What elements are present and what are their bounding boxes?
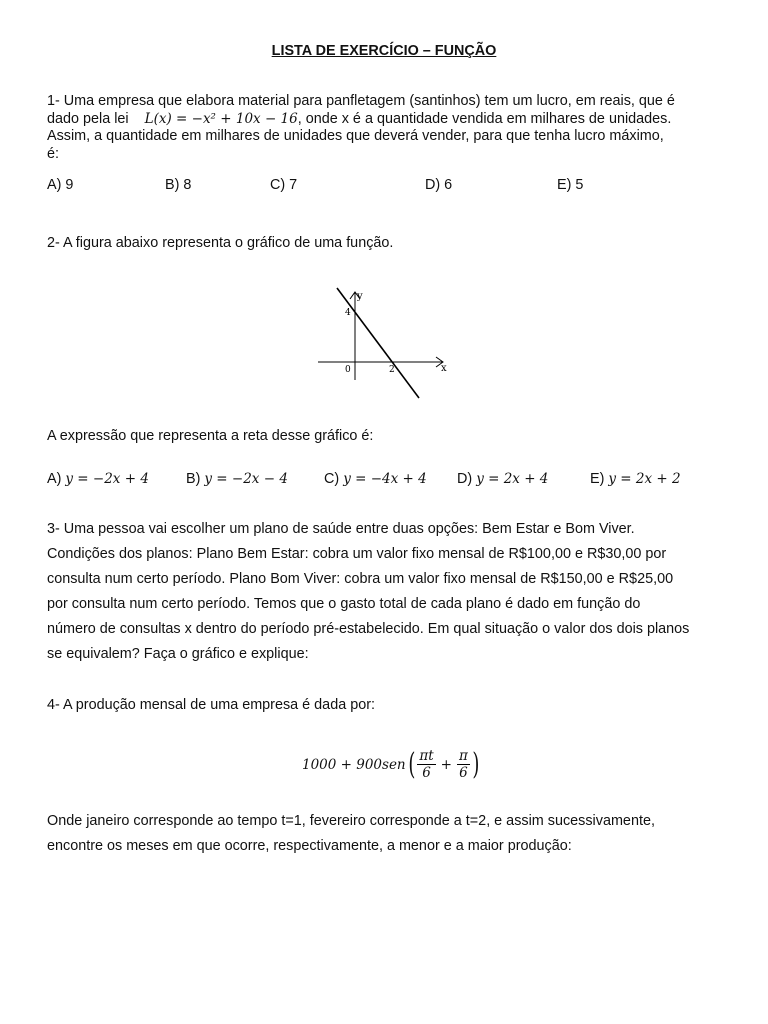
q1-formula: L(x) = −x² + 10x − 16 [144,110,298,127]
q4-line-1: Onde janeiro corresponde ao tempo t=1, fevereiro corresponde a t=2, e assim sucessivamente, [47,813,655,829]
q4-formula-prefix: 1000 + 900sen [302,757,406,773]
question-3 [47,517,721,667]
q3-line-3: consulta num certo período. Plano Bom Viver: cobra um valor fixo mensal de R$150,00 e R$25,00 [47,571,674,587]
q1-line-3: Assim, a quantidade em milhares de unidades que deverá vender, para que tenha lucro máximo, [47,128,664,144]
q2-option-a-expr: y = −2x + 4 [65,471,149,487]
q1-line-1: 1- Uma empresa que elabora material para panfletagem (santinhos) tem um lucro, em reais, que é [47,93,675,109]
q2-text: 2- A figura abaixo representa o gráfico de uma função. [47,235,394,251]
q3-line-4: por consulta num certo período. Temos que o gasto total de cada plano é dado em função do [47,596,641,612]
q1-option-a: A) 9 [47,177,74,193]
q3-line-6: se equivalem? Faça o gráfico e explique: [47,646,309,662]
q2-option-c-expr: y = −4x + 4 [343,471,427,487]
q4-frac2-num: π [458,748,468,764]
y-intercept-label: 4 [345,308,351,318]
q3-line-5: número de consultas x dentro do período pré-estabelecido. Em qual situação o valor dos dois planos [47,621,690,637]
q4-fraction-1 [417,748,435,782]
function-graph [300,280,470,405]
q2-option-e-letter: E) [590,471,605,487]
q2-question: A expressão que representa a reta desse gráfico é: [47,428,374,444]
q2-option-a-letter: A) [47,471,62,487]
function-line [337,288,419,398]
x-intercept-label: 2 [389,365,395,375]
q4-close-paren: ) [472,747,480,782]
q4-open-paren: ( [407,747,416,782]
q4-frac1-num: πt [419,748,434,764]
q2-option-b-expr: y = −2x − 4 [204,471,288,487]
q2-option-c-letter: C) [324,471,340,487]
q2-option-d-expr: y = 2x + 4 [476,471,549,487]
q1-line-2-pre: dado pela lei [47,110,129,127]
q4-fraction-2 [457,748,470,782]
q2-option-b [186,471,288,487]
y-axis-label: y [357,291,363,302]
q1-line-4: é: [47,145,60,162]
q3-line-2: Condições dos planos: Plano Bem Estar: cobra um valor fixo mensal de R$100,00 e R$30,00 por [47,546,667,562]
q1-line-2 [47,111,721,129]
q2-option-d-letter: D) [457,471,473,487]
q4-formula [0,745,768,785]
q4-plus: + [440,757,452,773]
q1-line-2-post: , onde x é a quantidade vendida em milhares de unidades. [297,110,672,127]
page-title: LISTA DE EXERCÍCIO – FUNÇÃO [271,43,497,59]
q2-option-e-expr: y = 2x + 2 [608,471,681,487]
q2-option-d [457,471,548,487]
q1-options [0,177,768,197]
q4-frac1-den: 6 [422,765,431,781]
q3-line-1: 3- Uma pessoa vai escolher um plano de saúde entre duas opções: Bem Estar e Bom Viver. [47,521,635,537]
q2-option-a [47,471,149,487]
q4-line-2: encontre os meses em que ocorre, respectivamente, a menor e a maior produção: [47,838,572,854]
q1-option-e: E) 5 [557,177,584,193]
q2-option-b-letter: B) [186,471,201,487]
x-axis-label: x [441,363,447,374]
q2-option-c [324,471,427,487]
q1-option-d: D) 6 [425,177,453,193]
q1-option-b: B) 8 [165,177,192,193]
q4-frac2-den: 6 [459,765,468,781]
q4-instructions [47,809,721,859]
question-1 [47,93,721,163]
q1-option-c: C) 7 [270,177,298,193]
q2-options [0,471,768,491]
origin-label: 0 [345,365,351,375]
q2-option-e [590,471,681,487]
q4-text: 4- A produção mensal de uma empresa é dada por: [47,697,375,713]
